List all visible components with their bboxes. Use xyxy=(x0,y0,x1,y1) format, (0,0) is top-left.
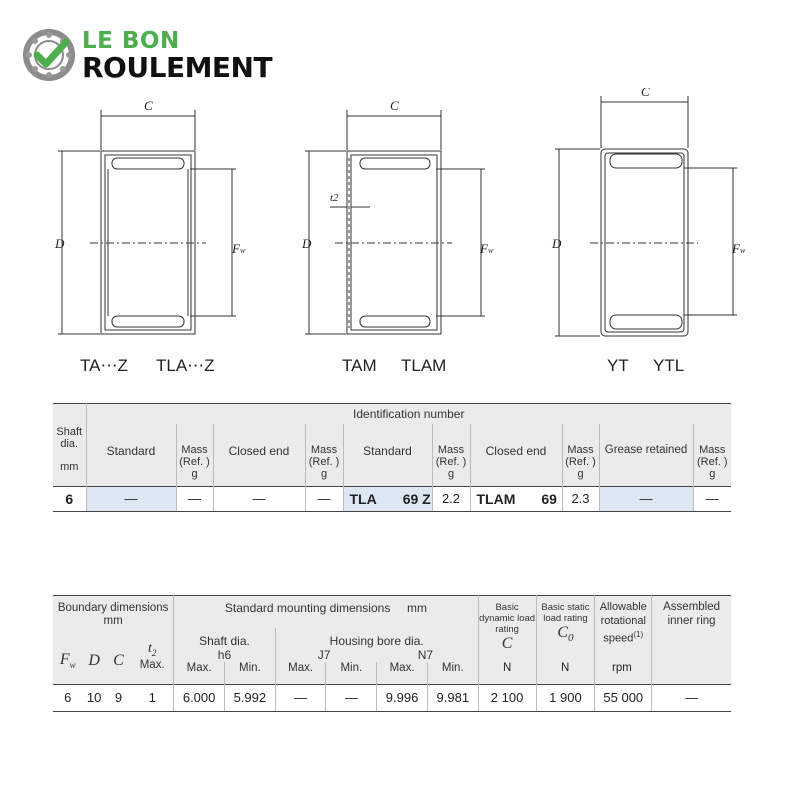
mass-unit-1: g xyxy=(191,468,198,480)
shaft-dia-label-2: Shaft dia. xyxy=(199,634,250,648)
table-row xyxy=(53,684,731,711)
drawing3-label-c: C xyxy=(641,88,650,99)
inner-ring-value: — xyxy=(652,684,731,711)
mass-ref-5: (Ref. ) xyxy=(696,456,728,468)
drawing2-label-t2: t2 xyxy=(330,192,339,204)
mass-header-4 xyxy=(562,424,599,486)
drawing2-label-fw-sub: w xyxy=(487,246,494,255)
fw-value: 6 xyxy=(53,684,82,711)
mass-unit-4: g xyxy=(577,468,584,480)
drawing2-label-c: C xyxy=(390,98,399,113)
static-load-label: Basic static load rating xyxy=(541,602,590,624)
c-header: C xyxy=(113,652,124,669)
dynamic-load-label: Basic dynamic load rating xyxy=(479,602,536,635)
j7-max-header: Max. xyxy=(275,662,326,684)
static-load-value: 1 900 xyxy=(536,684,595,711)
drawing3-label-fw-main: F xyxy=(732,241,740,256)
j7-min-value: — xyxy=(326,684,377,711)
closed-end-header-2: Closed end xyxy=(470,424,562,486)
fw-header-sub: w xyxy=(69,660,76,671)
drawing1-label-fw-main: F xyxy=(232,241,240,256)
closed-end-value-1: — xyxy=(213,486,305,511)
drawing2-label-fw-main: F xyxy=(480,241,488,256)
speed-value: 55 000 xyxy=(595,684,652,711)
d-header: D xyxy=(88,652,100,669)
mounting-dimensions-label: Standard mounting dimensions xyxy=(224,601,391,615)
mass-unit-5: g xyxy=(709,468,716,480)
mass-header-5 xyxy=(693,424,731,486)
bearing-drawings xyxy=(0,88,800,388)
t2-symbol xyxy=(131,642,173,660)
housing-bore-label: Housing bore dia. xyxy=(329,634,424,648)
mass-label-4: Mass xyxy=(567,444,594,456)
caption-ytl: YTL xyxy=(653,356,685,375)
shaft-tolerance: h6 xyxy=(217,648,232,662)
fw-header-main: F xyxy=(59,651,70,669)
static-load-symbol-sub: 0 xyxy=(568,632,574,645)
closed-end-value-2-code: 69 xyxy=(541,490,557,507)
mass-ref-4: (Ref. ) xyxy=(565,456,596,468)
dynamic-load-value: 2 100 xyxy=(478,684,536,711)
logo-text-line2: ROULEMENT xyxy=(82,51,273,84)
mass-header-3 xyxy=(432,424,470,486)
dyn-unit: N xyxy=(503,662,512,674)
n7-max-value: 9.996 xyxy=(377,684,428,711)
stat-unit: N xyxy=(561,662,570,674)
drawing-yt xyxy=(555,96,737,336)
shaft-max-header: Max. xyxy=(174,662,225,684)
t2-symbol-sub: 2 xyxy=(151,647,157,658)
mass-value-5: — xyxy=(693,486,731,511)
identification-title: Identification number xyxy=(86,404,731,425)
mass-ref-2: (Ref. ) xyxy=(308,456,340,468)
j7-label: J7 xyxy=(317,648,331,662)
n7-min-value: 9.981 xyxy=(427,684,478,711)
mass-unit-2: g xyxy=(320,468,328,480)
drawing1-label-c: C xyxy=(144,98,153,113)
shaft-dia-header-2 xyxy=(174,628,275,662)
mass-ref-3: (Ref. ) xyxy=(435,456,467,468)
table-row xyxy=(53,486,731,511)
d-value: 10 xyxy=(82,684,105,711)
logo-text-line1: LE BON xyxy=(82,28,180,54)
n7-min-header: Min. xyxy=(427,662,478,684)
j7-max-value: — xyxy=(275,684,326,711)
n7-label: N7 xyxy=(417,648,434,662)
standard-value-2 xyxy=(343,486,432,511)
static-load-symbol xyxy=(537,624,595,645)
shaft-dia-value: 6 xyxy=(53,486,86,511)
drawing3-label-fw xyxy=(731,241,746,256)
drawing-ta-z xyxy=(58,110,236,334)
mass-value-4: 2.3 xyxy=(562,486,599,511)
brand-logo xyxy=(22,26,302,86)
fw-header xyxy=(53,628,82,684)
drawing3-label-fw-sub: w xyxy=(739,246,746,255)
drawing1-label-fw xyxy=(231,241,246,256)
drawing-tam xyxy=(305,110,485,334)
mass-value-1: — xyxy=(176,486,213,511)
assembled-inner-ring-header: Assembled inner ring xyxy=(652,596,731,685)
grease-retained-header: Grease retained xyxy=(599,424,693,486)
mass-label-5: Mass xyxy=(699,444,726,456)
caption-tlam: TLAM xyxy=(401,356,447,375)
shaft-dia-header xyxy=(53,404,86,487)
boundary-dimensions-label: Boundary dimensions xyxy=(57,602,169,614)
speed-unit: rpm xyxy=(612,662,632,674)
closed-end-header-1: Closed end xyxy=(213,424,305,486)
caption-yt: YT xyxy=(607,356,629,375)
mass-value-3: 2.2 xyxy=(432,486,470,511)
t2-value: 1 xyxy=(131,684,174,711)
housing-bore-header xyxy=(275,628,478,662)
standard-value-2-code: 69 Z xyxy=(402,490,431,507)
identification-table xyxy=(53,403,731,512)
standard-header-2: Standard xyxy=(343,424,432,486)
mass-label-2: Mass xyxy=(310,444,338,456)
drawing1-label-d: D xyxy=(55,236,65,251)
allowable-speed-label: Allowable rotational speed xyxy=(599,601,647,645)
mass-label-3: Mass xyxy=(437,444,465,456)
drawing2-label-fw xyxy=(479,241,494,256)
boundary-dimensions-unit: mm xyxy=(103,615,123,627)
caption-tam: TAM xyxy=(342,356,377,375)
j7-min-header: Min. xyxy=(326,662,377,684)
shaft-min-header: Min. xyxy=(224,662,275,684)
mounting-dimensions-unit: mm xyxy=(407,601,428,615)
caption-ta-z: TA⋯Z xyxy=(80,356,128,375)
shaft-dia-unit: mm xyxy=(60,461,79,473)
t2-max-label: Max. xyxy=(139,659,165,672)
caption-tla-z: TLA⋯Z xyxy=(156,356,215,375)
bearing-check-icon xyxy=(22,28,76,82)
mass-unit-3: g xyxy=(447,468,455,480)
standard-value-2-type: TLA xyxy=(349,490,377,507)
shaft-dia-label: Shaft dia. xyxy=(56,426,83,450)
c-value: 9 xyxy=(106,684,131,711)
allowable-speed-note: (1) xyxy=(633,630,644,639)
closed-end-value-2 xyxy=(470,486,562,511)
units-row xyxy=(485,662,650,676)
dynamic-load-symbol: C xyxy=(501,635,513,652)
mounting-dimensions-table xyxy=(53,595,731,712)
drawing2-label-d: D xyxy=(302,236,312,251)
mass-ref-1: (Ref. ) xyxy=(179,456,210,468)
mass-label-1: Mass xyxy=(181,444,208,456)
standard-header: Standard xyxy=(86,424,176,486)
closed-end-value-2-type: TLAM xyxy=(476,490,516,507)
shaft-max-value: 6.000 xyxy=(174,684,225,711)
boundary-dimensions-header xyxy=(53,596,174,629)
drawing3-label-d: D xyxy=(552,236,562,251)
static-load-symbol-main: C xyxy=(557,624,569,641)
mounting-dimensions-header xyxy=(174,596,478,629)
mass-header-1 xyxy=(176,424,213,486)
standard-value-1: — xyxy=(86,486,176,511)
mass-header-2 xyxy=(305,424,343,486)
drawing1-label-fw-sub: w xyxy=(239,246,246,255)
mass-value-2: — xyxy=(305,486,343,511)
n7-max-header: Max. xyxy=(377,662,428,684)
t2-header xyxy=(131,628,174,684)
shaft-min-value: 5.992 xyxy=(224,684,275,711)
grease-retained-value: — xyxy=(599,486,693,511)
t2-symbol-main: t xyxy=(147,640,152,656)
